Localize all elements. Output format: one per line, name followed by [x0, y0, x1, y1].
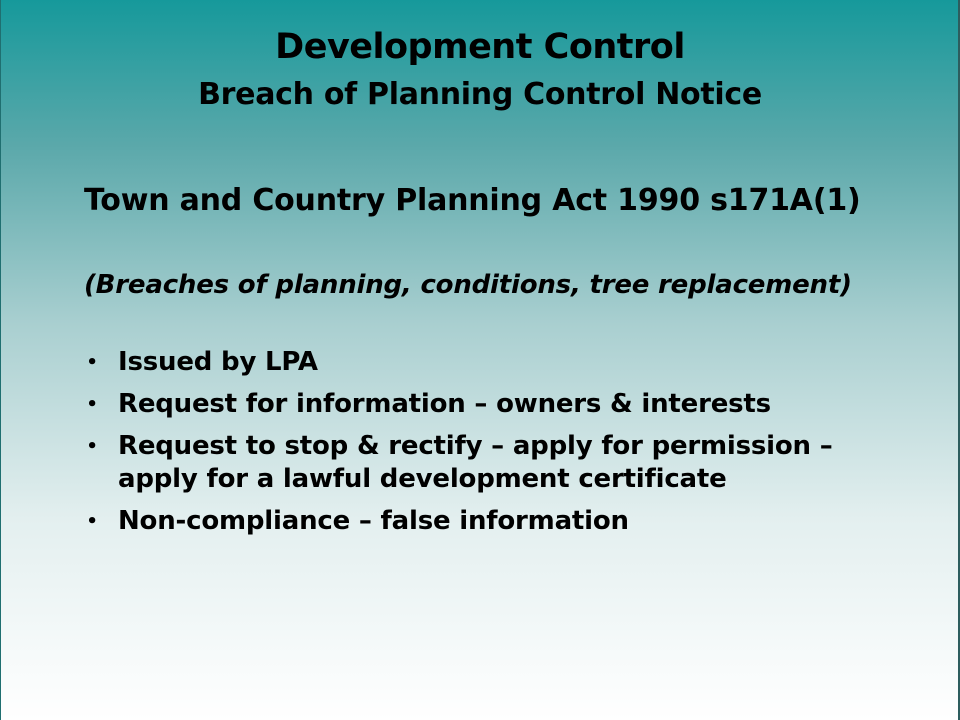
bullet-icon: • — [86, 352, 98, 373]
slide-title: Development Control — [275, 27, 685, 67]
bullet-icon: • — [86, 511, 98, 532]
bullet-icon: • — [86, 394, 98, 415]
bullet-item — [84, 388, 884, 421]
bullet-text: Non-compliance – false information — [118, 506, 629, 536]
bullet-icon: • — [86, 436, 98, 457]
bullet-text: Request to stop & rectify – apply for permission – apply for a lawful development certificate — [118, 431, 833, 494]
breaches-note: (Breaches of planning, conditions, tree replacement) — [84, 270, 852, 300]
bullet-text: Issued by LPA — [118, 347, 318, 377]
slide-subtitle: Breach of Planning Control Notice — [198, 77, 762, 112]
bullet-list — [84, 346, 884, 547]
act-heading: Town and Country Planning Act 1990 s171A(1) — [84, 183, 861, 218]
bullet-text: Request for information – owners & interests — [118, 389, 771, 419]
bullet-item — [84, 505, 884, 538]
bullet-item — [84, 430, 884, 496]
bullet-item — [84, 346, 884, 379]
